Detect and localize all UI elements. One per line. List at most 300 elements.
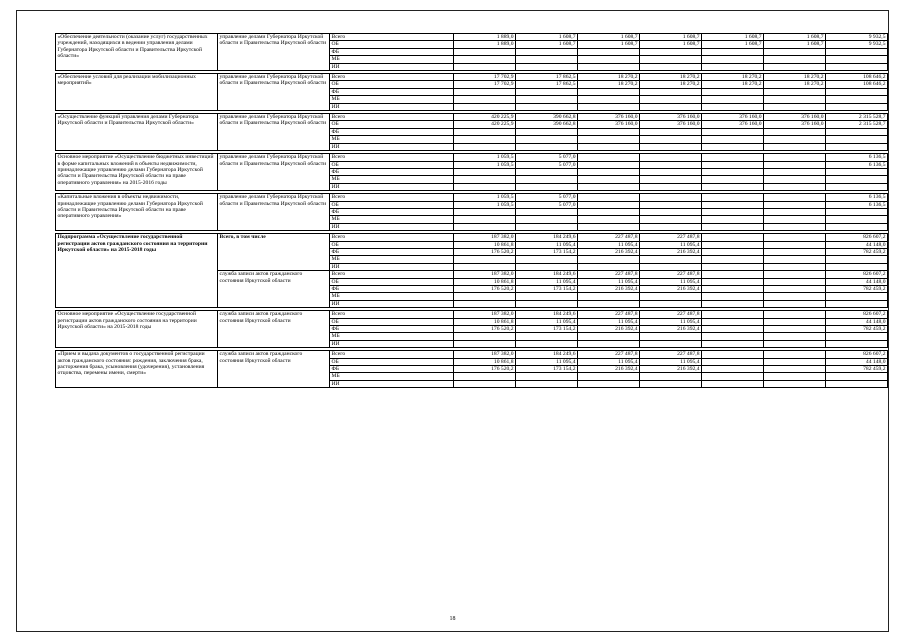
year-value-cell <box>516 340 578 347</box>
year-value-cell <box>764 318 826 325</box>
total-value-cell <box>826 183 888 190</box>
year-value-cell <box>578 96 640 103</box>
year-value-cell <box>702 326 764 333</box>
year-value-cell <box>764 103 826 110</box>
executor-cell: управление делами Губернатора Иркутской области и Правительства Иркутской области <box>218 34 330 71</box>
funding-source-cell: ИИ <box>330 263 454 270</box>
year-value-cell <box>640 56 702 63</box>
year-value-cell: 18 270,2 <box>702 74 764 81</box>
total-value-cell <box>826 333 888 340</box>
year-value-cell <box>578 136 640 143</box>
year-value-cell <box>454 300 516 307</box>
year-value-cell: 18 270,2 <box>764 81 826 88</box>
year-value-cell <box>516 373 578 380</box>
year-value-cell <box>764 63 826 70</box>
total-value-cell: 9 932,5 <box>826 34 888 41</box>
year-value-cell: 187 382,0 <box>454 234 516 241</box>
funding-source-cell: ОБ <box>330 161 454 168</box>
year-value-cell <box>702 168 764 175</box>
funding-source-cell: ОБ <box>330 318 454 325</box>
year-value-cell <box>454 340 516 347</box>
year-value-cell: 11 095,4 <box>640 358 702 365</box>
funding-source-cell: Всего <box>330 311 454 318</box>
funding-source-cell: МБ <box>330 256 454 263</box>
year-value-cell <box>454 103 516 110</box>
year-value-cell: 216 392,4 <box>640 366 702 373</box>
funding-source-cell: МБ <box>330 136 454 143</box>
year-value-cell: 11 095,4 <box>578 241 640 248</box>
funding-source-cell: ФБ <box>330 248 454 255</box>
total-value-cell <box>826 340 888 347</box>
year-value-cell <box>454 373 516 380</box>
total-value-cell <box>826 168 888 175</box>
year-value-cell: 187 382,0 <box>454 311 516 318</box>
measure-name-cell: «Осуществление функций управления делами Губернатора Иркутской области и Правительства Иркутской области» <box>56 114 218 151</box>
year-value-cell: 11 095,4 <box>578 278 640 285</box>
year-value-cell: 10 861,8 <box>454 241 516 248</box>
funding-source-cell: ИИ <box>330 340 454 347</box>
year-value-cell <box>702 63 764 70</box>
year-value-cell <box>640 208 702 215</box>
year-value-cell: 176 520,2 <box>454 326 516 333</box>
funding-source-cell: ОБ <box>330 41 454 48</box>
total-value-cell: 44 148,0 <box>826 278 888 285</box>
measure-name-cell: «Обеспечение условий для реализации мобилизационных мероприятий» <box>56 74 218 111</box>
year-value-cell <box>578 256 640 263</box>
year-value-cell <box>640 373 702 380</box>
year-value-cell <box>764 326 826 333</box>
year-value-cell: 1 059,5 <box>454 154 516 161</box>
year-value-cell <box>454 143 516 150</box>
year-value-cell: 11 095,4 <box>516 318 578 325</box>
year-value-cell <box>640 154 702 161</box>
year-value-cell <box>516 176 578 183</box>
year-value-cell <box>640 161 702 168</box>
year-value-cell <box>454 176 516 183</box>
total-value-cell: 44 148,0 <box>826 241 888 248</box>
year-value-cell: 227 487,8 <box>578 311 640 318</box>
year-value-cell: 184 249,6 <box>516 271 578 278</box>
executor-cell: управление делами Губернатора Иркутской области и Правительства Иркутской области <box>218 114 330 151</box>
funding-source-cell: ФБ <box>330 286 454 293</box>
year-value-cell: 11 095,4 <box>640 318 702 325</box>
total-value-cell: 782 459,2 <box>826 366 888 373</box>
year-value-cell <box>702 223 764 230</box>
year-value-cell <box>640 194 702 201</box>
year-value-cell <box>516 208 578 215</box>
year-value-cell <box>640 48 702 55</box>
year-value-cell <box>640 380 702 387</box>
funding-source-cell: ФБ <box>330 366 454 373</box>
year-value-cell <box>702 278 764 285</box>
year-value-cell: 11 095,4 <box>516 278 578 285</box>
year-value-cell <box>516 143 578 150</box>
year-value-cell: 187 382,0 <box>454 271 516 278</box>
year-value-cell <box>640 176 702 183</box>
year-value-cell <box>578 143 640 150</box>
year-value-cell <box>516 56 578 63</box>
funding-source-cell: МБ <box>330 373 454 380</box>
year-value-cell <box>578 380 640 387</box>
year-value-cell <box>702 136 764 143</box>
measure-name-cell: Подпрограмма «Осуществление государственной регистрации актов гражданского состояния на территории Иркутской области» на 2015-2018 годы <box>56 234 218 308</box>
year-value-cell: 420 225,9 <box>454 121 516 128</box>
year-value-cell: 18 270,2 <box>702 81 764 88</box>
total-value-cell: 2 315 528,7 <box>826 121 888 128</box>
year-value-cell: 376 160,0 <box>764 121 826 128</box>
year-value-cell <box>454 256 516 263</box>
year-value-cell <box>764 161 826 168</box>
year-value-cell: 1 608,7 <box>516 41 578 48</box>
year-value-cell <box>516 380 578 387</box>
year-value-cell <box>702 263 764 270</box>
year-value-cell <box>764 201 826 208</box>
year-value-cell: 216 392,4 <box>640 286 702 293</box>
year-value-cell <box>516 216 578 223</box>
year-value-cell: 11 095,4 <box>516 241 578 248</box>
year-value-cell: 1 889,0 <box>454 41 516 48</box>
year-value-cell <box>702 318 764 325</box>
year-value-cell <box>516 223 578 230</box>
year-value-cell <box>578 168 640 175</box>
year-value-cell: 176 520,2 <box>454 366 516 373</box>
year-value-cell: 216 392,4 <box>640 248 702 255</box>
total-value-cell <box>826 48 888 55</box>
year-value-cell <box>454 293 516 300</box>
year-value-cell: 5 077,0 <box>516 161 578 168</box>
measure-name-cell: Основное мероприятие «Осуществление государственной регистрации актов гражданского состояния на территории Иркутской области» на 2015-2018 годы <box>56 311 218 348</box>
year-value-cell <box>764 183 826 190</box>
year-value-cell <box>578 201 640 208</box>
year-value-cell <box>702 56 764 63</box>
year-value-cell <box>640 183 702 190</box>
total-value-cell <box>826 136 888 143</box>
year-value-cell <box>454 263 516 270</box>
table-row <box>56 154 888 161</box>
year-value-cell: 216 392,4 <box>578 366 640 373</box>
year-value-cell <box>702 333 764 340</box>
funding-source-cell: ФБ <box>330 48 454 55</box>
total-value-cell <box>826 300 888 307</box>
measure-name-cell: «Прием и выдача документов о государственной регистрации актов гражданского состояния: рождения, заключения брака, расторжения брака, усыновления (удочерения), установления отцовства, перемены имени, смерти» <box>56 351 218 388</box>
year-value-cell: 173 154,2 <box>516 366 578 373</box>
year-value-cell <box>640 168 702 175</box>
year-value-cell: 176 520,2 <box>454 248 516 255</box>
year-value-cell <box>702 366 764 373</box>
executor-cell: управление делами Губернатора Иркутской области и Правительства Иркутской области <box>218 194 330 231</box>
measure-name-cell: «Обеспечение деятельности (оказание услуг) государственных учреждений, находящихся в ведении управления делами Губернатора Иркутской области и Правительства Иркутской области» <box>56 34 218 71</box>
year-value-cell <box>764 223 826 230</box>
year-value-cell <box>578 300 640 307</box>
funding-source-cell: МБ <box>330 293 454 300</box>
year-value-cell <box>702 176 764 183</box>
year-value-cell <box>764 176 826 183</box>
year-value-cell <box>454 96 516 103</box>
funding-source-cell: ИИ <box>330 300 454 307</box>
funding-source-cell: ИИ <box>330 143 454 150</box>
year-value-cell <box>516 300 578 307</box>
year-value-cell <box>764 373 826 380</box>
year-value-cell: 216 392,4 <box>640 326 702 333</box>
year-value-cell <box>702 143 764 150</box>
total-value-cell <box>826 208 888 215</box>
funding-source-cell: ФБ <box>330 128 454 135</box>
year-value-cell: 227 487,8 <box>640 311 702 318</box>
year-value-cell <box>764 278 826 285</box>
year-value-cell: 184 249,6 <box>516 311 578 318</box>
year-value-cell <box>454 183 516 190</box>
total-value-cell: 108 646,2 <box>826 74 888 81</box>
funding-source-cell: ИИ <box>330 103 454 110</box>
year-value-cell: 227 487,8 <box>578 271 640 278</box>
year-value-cell <box>516 333 578 340</box>
year-value-cell <box>454 48 516 55</box>
year-value-cell <box>640 201 702 208</box>
year-value-cell <box>516 88 578 95</box>
total-value-cell: 826 607,2 <box>826 351 888 358</box>
year-value-cell <box>764 48 826 55</box>
total-value-cell <box>826 56 888 63</box>
table-row <box>56 194 888 201</box>
year-value-cell <box>516 103 578 110</box>
year-value-cell: 18 270,2 <box>764 74 826 81</box>
funding-source-cell: ОБ <box>330 278 454 285</box>
year-value-cell <box>516 293 578 300</box>
total-value-cell <box>826 63 888 70</box>
budget-table <box>55 33 888 388</box>
year-value-cell <box>702 88 764 95</box>
year-value-cell: 1 059,5 <box>454 201 516 208</box>
year-value-cell <box>702 358 764 365</box>
year-value-cell <box>764 208 826 215</box>
year-value-cell <box>764 128 826 135</box>
year-value-cell: 1 608,7 <box>764 34 826 41</box>
year-value-cell <box>764 271 826 278</box>
funding-source-cell: ОБ <box>330 81 454 88</box>
year-value-cell <box>516 256 578 263</box>
year-value-cell: 227 487,8 <box>640 234 702 241</box>
total-value-cell: 6 136,5 <box>826 201 888 208</box>
year-value-cell <box>764 263 826 270</box>
year-value-cell <box>764 256 826 263</box>
table-row <box>56 234 888 241</box>
year-value-cell: 5 077,0 <box>516 201 578 208</box>
year-value-cell: 376 160,0 <box>578 114 640 121</box>
total-value-cell: 6 136,5 <box>826 154 888 161</box>
year-value-cell <box>702 194 764 201</box>
year-value-cell: 376 160,0 <box>640 114 702 121</box>
table-row <box>56 114 888 121</box>
year-value-cell: 184 249,6 <box>516 234 578 241</box>
total-value-cell: 782 459,2 <box>826 326 888 333</box>
total-value-cell <box>826 380 888 387</box>
year-value-cell: 173 154,2 <box>516 326 578 333</box>
total-value-cell <box>826 223 888 230</box>
year-value-cell: 11 095,4 <box>640 241 702 248</box>
year-value-cell <box>764 168 826 175</box>
year-value-cell <box>764 366 826 373</box>
year-value-cell <box>640 216 702 223</box>
year-value-cell <box>764 194 826 201</box>
measure-name-cell: «Капитальные вложения в объекты недвижимости, принадлежащие управлению делами Губернатора Иркутской области и Правительства Иркутской области на праве оперативного управления» <box>56 194 218 231</box>
total-value-cell <box>826 256 888 263</box>
year-value-cell <box>702 271 764 278</box>
total-value-cell: 44 148,0 <box>826 358 888 365</box>
year-value-cell <box>578 154 640 161</box>
year-value-cell <box>640 63 702 70</box>
year-value-cell <box>578 223 640 230</box>
year-value-cell <box>764 351 826 358</box>
year-value-cell: 1 889,0 <box>454 34 516 41</box>
executor-cell: управление делами Губернатора Иркутской области и Правительства Иркутской области <box>218 154 330 191</box>
year-value-cell <box>640 256 702 263</box>
year-value-cell: 390 662,8 <box>516 121 578 128</box>
table-row <box>56 351 888 358</box>
year-value-cell <box>516 63 578 70</box>
year-value-cell: 10 861,8 <box>454 278 516 285</box>
year-value-cell <box>764 143 826 150</box>
year-value-cell <box>454 208 516 215</box>
year-value-cell <box>764 154 826 161</box>
year-value-cell <box>516 183 578 190</box>
total-value-cell <box>826 128 888 135</box>
year-value-cell: 10 861,8 <box>454 318 516 325</box>
funding-source-cell: Всего <box>330 74 454 81</box>
funding-source-cell: ОБ <box>330 241 454 248</box>
year-value-cell <box>516 96 578 103</box>
year-value-cell: 184 249,6 <box>516 351 578 358</box>
funding-source-cell: Всего <box>330 351 454 358</box>
funding-source-cell: ОБ <box>330 121 454 128</box>
year-value-cell: 1 608,7 <box>702 41 764 48</box>
total-value-cell <box>826 176 888 183</box>
year-value-cell <box>640 128 702 135</box>
year-value-cell: 17 862,5 <box>516 81 578 88</box>
year-value-cell <box>578 63 640 70</box>
year-value-cell <box>516 48 578 55</box>
funding-source-cell: ФБ <box>330 88 454 95</box>
total-value-cell: 2 315 528,7 <box>826 114 888 121</box>
year-value-cell <box>764 216 826 223</box>
total-value-cell: 6 136,5 <box>826 194 888 201</box>
year-value-cell <box>578 293 640 300</box>
year-value-cell: 17 702,9 <box>454 81 516 88</box>
year-value-cell <box>702 103 764 110</box>
year-value-cell: 1 059,5 <box>454 194 516 201</box>
year-value-cell <box>702 208 764 215</box>
year-value-cell <box>640 88 702 95</box>
year-value-cell <box>454 223 516 230</box>
measure-name-cell: Основное мероприятие «Осуществление бюджетных инвестиций в форме капитальных вложений в объекты недвижимости, принадлежащие управлению делами Губернатора Иркутской области и Правительства Иркутской области на праве оперативного управления» на 2015-2016 годы <box>56 154 218 191</box>
year-value-cell <box>702 234 764 241</box>
year-value-cell: 216 392,4 <box>578 326 640 333</box>
year-value-cell <box>640 293 702 300</box>
year-value-cell: 216 392,4 <box>578 248 640 255</box>
year-value-cell <box>516 168 578 175</box>
funding-source-cell: ОБ <box>330 201 454 208</box>
year-value-cell <box>764 234 826 241</box>
year-value-cell <box>764 333 826 340</box>
year-value-cell: 1 059,5 <box>454 161 516 168</box>
total-value-cell: 9 932,5 <box>826 41 888 48</box>
year-value-cell: 1 608,7 <box>640 34 702 41</box>
year-value-cell: 11 095,4 <box>578 318 640 325</box>
year-value-cell: 176 520,2 <box>454 286 516 293</box>
funding-source-cell: Всего <box>330 234 454 241</box>
year-value-cell <box>454 56 516 63</box>
year-value-cell <box>578 183 640 190</box>
year-value-cell: 10 861,8 <box>454 358 516 365</box>
year-value-cell <box>454 380 516 387</box>
total-value-cell <box>826 96 888 103</box>
executor-cell: управление делами Губернатора Иркутской области и Правительства Иркутской области <box>218 74 330 111</box>
funding-source-cell: МБ <box>330 333 454 340</box>
year-value-cell <box>578 56 640 63</box>
year-value-cell <box>702 373 764 380</box>
year-value-cell <box>578 340 640 347</box>
year-value-cell <box>578 88 640 95</box>
year-value-cell: 18 270,2 <box>578 74 640 81</box>
year-value-cell: 216 392,4 <box>578 286 640 293</box>
year-value-cell <box>702 351 764 358</box>
year-value-cell: 1 608,7 <box>578 41 640 48</box>
year-value-cell: 390 662,8 <box>516 114 578 121</box>
year-value-cell <box>764 56 826 63</box>
total-value-cell <box>826 373 888 380</box>
year-value-cell <box>702 286 764 293</box>
funding-source-cell: ИИ <box>330 380 454 387</box>
year-value-cell: 376 160,0 <box>640 121 702 128</box>
year-value-cell <box>702 161 764 168</box>
year-value-cell <box>578 48 640 55</box>
year-value-cell: 227 487,8 <box>640 271 702 278</box>
year-value-cell: 1 608,7 <box>516 34 578 41</box>
executor-cell: служба записи актов гражданского состояния Иркутской области <box>218 271 330 308</box>
total-value-cell <box>826 263 888 270</box>
year-value-cell <box>454 216 516 223</box>
year-value-cell: 5 077,0 <box>516 194 578 201</box>
year-value-cell <box>454 136 516 143</box>
year-value-cell <box>640 136 702 143</box>
year-value-cell <box>640 96 702 103</box>
year-value-cell <box>702 300 764 307</box>
year-value-cell: 5 077,0 <box>516 154 578 161</box>
year-value-cell: 18 270,2 <box>640 81 702 88</box>
year-value-cell <box>702 96 764 103</box>
year-value-cell <box>578 103 640 110</box>
year-value-cell <box>702 256 764 263</box>
total-value-cell <box>826 293 888 300</box>
funding-source-cell: МБ <box>330 216 454 223</box>
year-value-cell <box>764 311 826 318</box>
year-value-cell: 376 160,0 <box>764 114 826 121</box>
table-row <box>56 311 888 318</box>
executor-cell: служба записи актов гражданского состояния Иркутской области <box>218 311 330 348</box>
year-value-cell <box>640 223 702 230</box>
funding-source-cell: Всего <box>330 34 454 41</box>
year-value-cell <box>578 373 640 380</box>
funding-source-cell: ОБ <box>330 358 454 365</box>
year-value-cell <box>454 88 516 95</box>
year-value-cell <box>702 340 764 347</box>
year-value-cell: 11 095,4 <box>640 278 702 285</box>
funding-source-cell: ИИ <box>330 223 454 230</box>
page-number: 18 <box>449 616 456 622</box>
year-value-cell <box>640 333 702 340</box>
year-value-cell: 187 382,0 <box>454 351 516 358</box>
total-value-cell <box>826 216 888 223</box>
executor-cell: служба записи актов гражданского состояния Иркутской области <box>218 351 330 388</box>
